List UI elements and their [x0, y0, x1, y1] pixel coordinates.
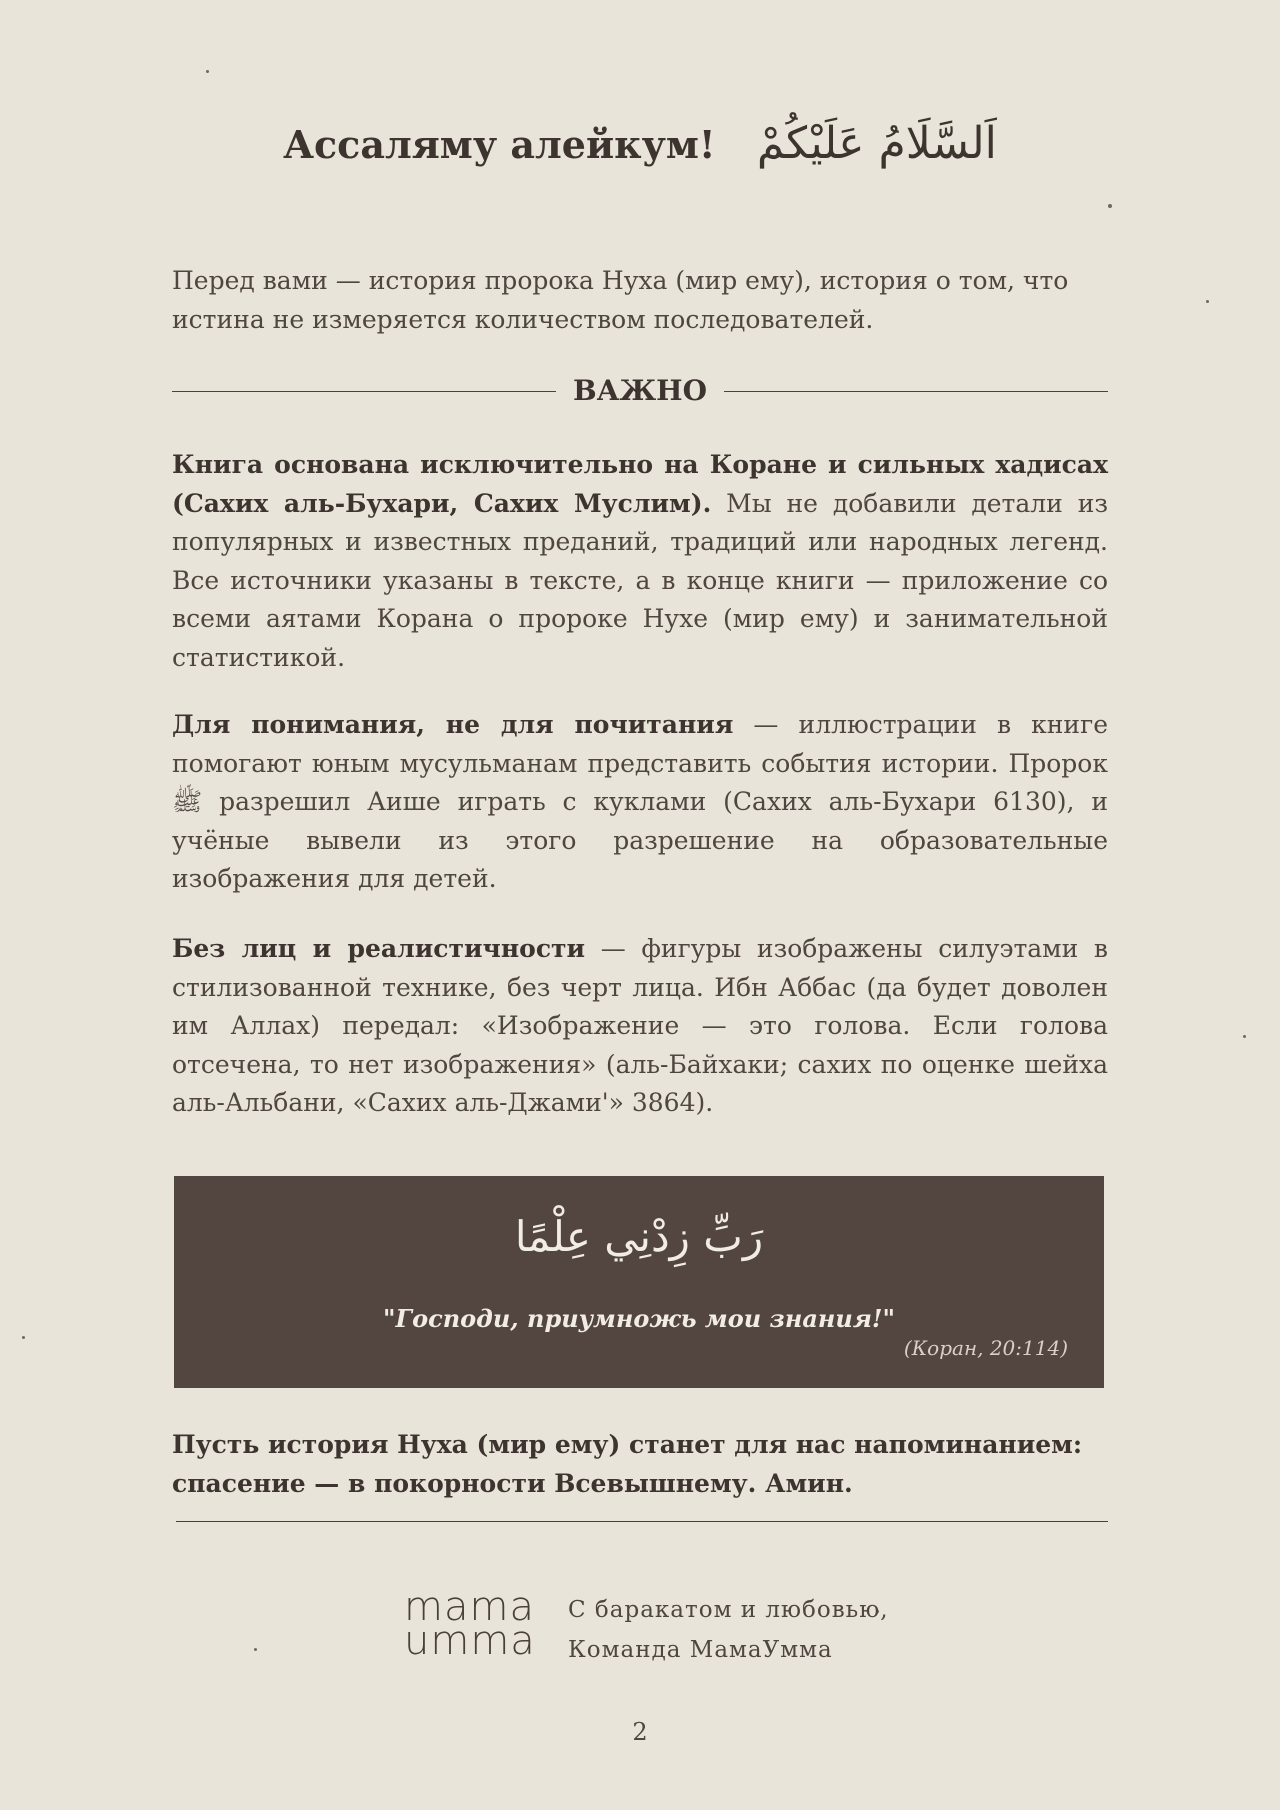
signature-line-2: Команда МамаУмма [568, 1637, 833, 1663]
paragraph-lead: Без лиц и реалистичности [172, 934, 586, 963]
signature [568, 1590, 889, 1670]
quote-arabic: رَبِّ زِدْنِي عِلْمًا [514, 1212, 764, 1261]
title-arabic: اَلسَّلَامُ عَلَيْكُمْ [756, 118, 997, 169]
mamaumma-logo [404, 1584, 536, 1664]
quote-source: (Коран, 20:114) [903, 1336, 1068, 1360]
paragraph-body: — иллюстрации в книге помогают юным мусульманам представить события истории. Пророк ﷺ разрешил Аише играть с куклами (Сахих аль-Бухари 6130), и учёные вывели из этого разрешение на образовательные изображения для детей. [172, 710, 1108, 893]
paper-speck [1108, 204, 1112, 208]
page-number: 2 [632, 1718, 648, 1746]
important-label: ВАЖНО [572, 374, 708, 407]
important-divider [172, 371, 1108, 411]
logo-line-1: mama [404, 1584, 535, 1630]
paper-speck [206, 70, 209, 73]
paper-speck [1206, 300, 1209, 303]
important-paragraph-2 [172, 706, 1108, 899]
quran-quote-box [174, 1176, 1104, 1388]
closing-block [172, 1426, 1108, 1503]
intro-paragraph: Перед вами — история пророка Нуха (мир ему), история о том, что истина не измеряется количеством последователей. [172, 266, 1069, 334]
logo-line-2: umma [404, 1618, 536, 1664]
divider-line-right [724, 391, 1108, 392]
intro-block [172, 262, 1108, 339]
closing-text: Пусть история Нуха (мир ему) станет для нас напоминанием: спасение — в покорности Всевышнему. Амин. [172, 1430, 1083, 1498]
page-title [0, 118, 1280, 169]
paragraph-lead: Для понимания, не для почитания [172, 710, 734, 739]
paragraph-lead: Книга основана исключительно на Коране и сильных хадисах (Сахих аль-Бухари, Сахих Муслим). [172, 450, 1108, 518]
paragraph-body: Мы не добавили детали из популярных и известных преданий, традиций или народных легенд. Все источники указаны в тексте, а в конце книги — приложение со всеми аятами Корана о пророке Нухе (мир ему) и занимательной статистикой. [172, 488, 1108, 672]
signature-line-1: С баракатом и любовью, [568, 1597, 889, 1623]
paper-speck [1243, 1035, 1246, 1038]
closing-divider [176, 1521, 1108, 1522]
paper-speck [22, 1336, 25, 1339]
quote-translation: "Господи, приумножь мои знания!" [383, 1304, 895, 1333]
important-paragraph-1 [172, 446, 1108, 677]
title-russian: Ассаляму алейкум! [283, 122, 716, 167]
paragraph-body: — фигуры изображены силуэтами в стилизованной технике, без черт лица. Ибн Аббас (да будет доволен им Аллах) передал: «Изображение — это голова. Если голова отсечена, то нет изображения» (аль-Байхаки; сахих по оценке шейха аль-Альбани, «Сахих аль-Джами'» 3864). [172, 934, 1108, 1117]
important-paragraph-3 [172, 930, 1108, 1123]
paper-speck [254, 1648, 257, 1651]
